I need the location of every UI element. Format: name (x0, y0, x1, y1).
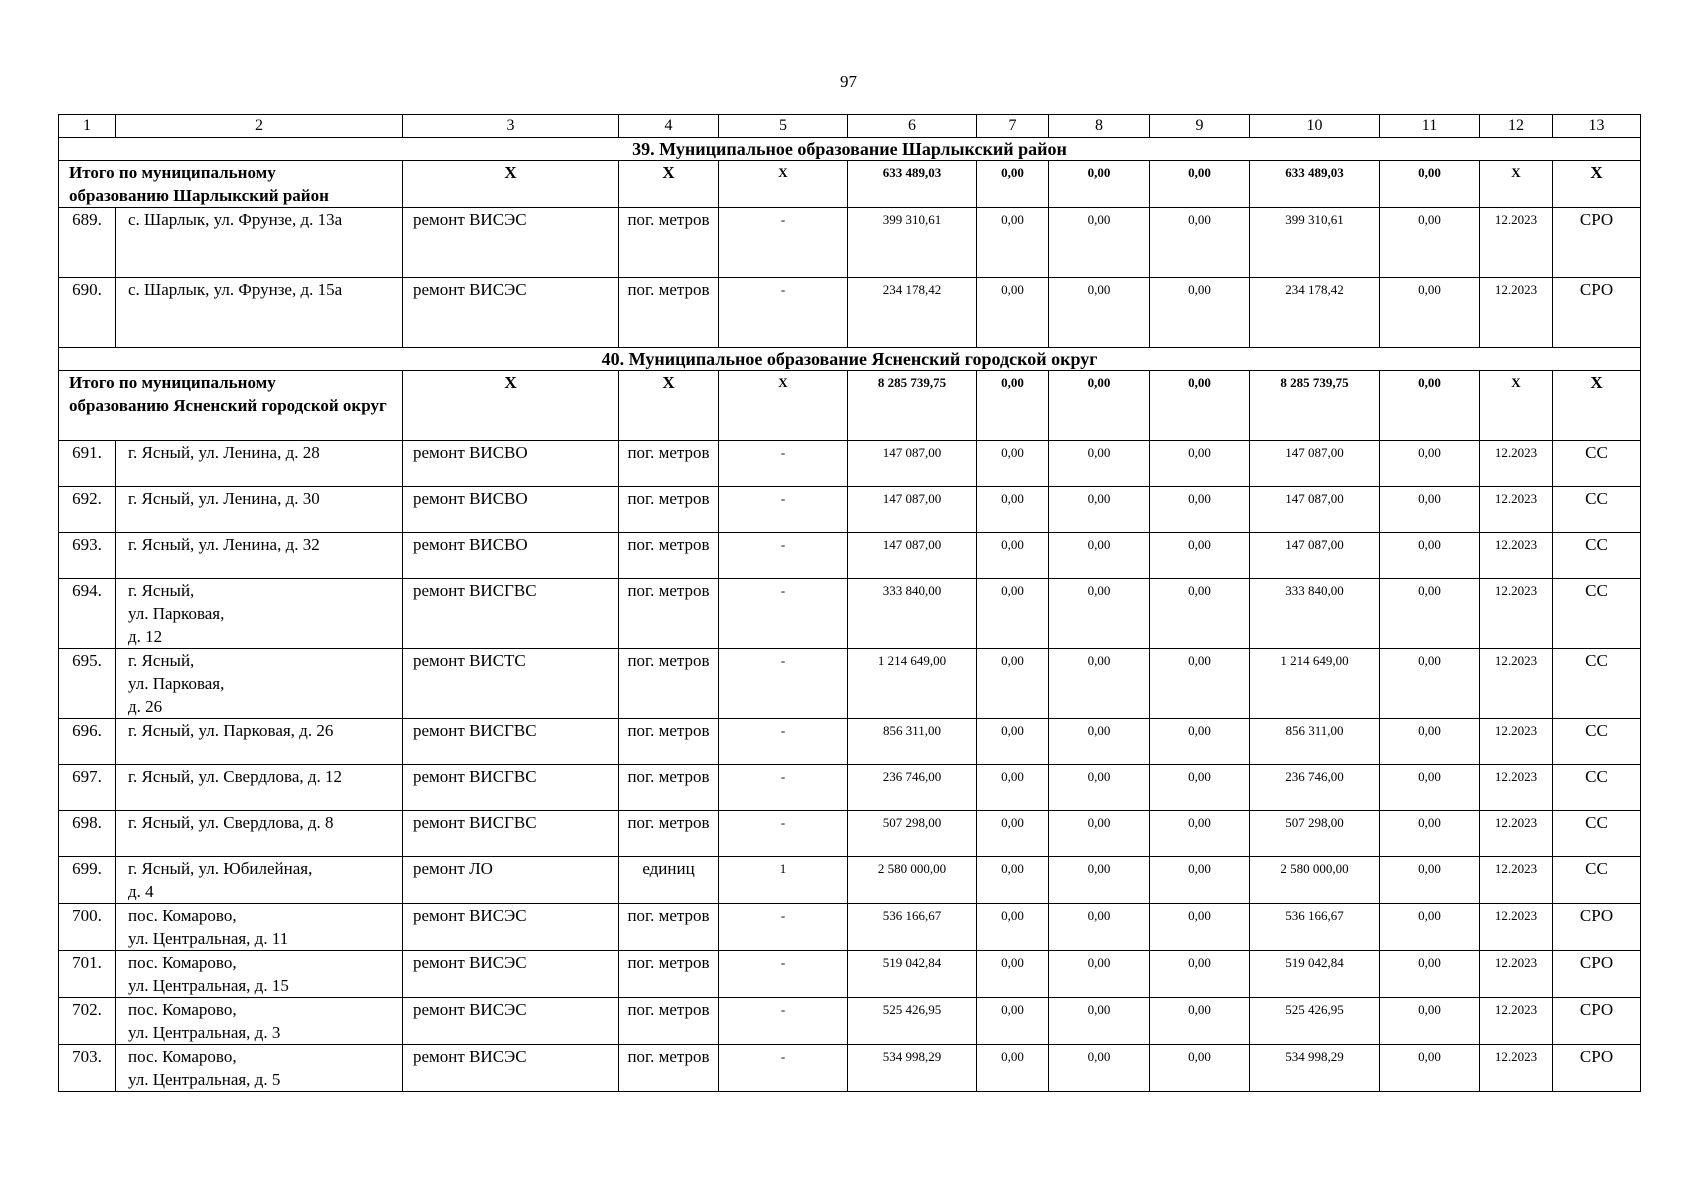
total-col3: X (403, 371, 619, 441)
funding-source: СС (1553, 719, 1641, 765)
cost-col10: 534 998,29 (1250, 1045, 1380, 1092)
table-row (59, 533, 1641, 579)
unit-cell: пог. метров (619, 649, 719, 719)
funding-source: СРО (1553, 208, 1641, 278)
total-col12: X (1480, 161, 1553, 208)
cost-col10: 147 087,00 (1250, 487, 1380, 533)
quantity-cell: - (719, 811, 848, 857)
quantity-cell: - (719, 904, 848, 951)
address-cell: пос. Комарово, ул. Центральная, д. 11 (116, 904, 403, 951)
total-col11: 0,00 (1380, 161, 1480, 208)
table-row (59, 208, 1641, 278)
unit-cell: пог. метров (619, 441, 719, 487)
cost-col7: 0,00 (977, 904, 1049, 951)
total-col8: 0,00 (1049, 161, 1150, 208)
work-type: ремонт ВИСТС (403, 649, 619, 719)
completion-date: 12.2023 (1480, 487, 1553, 533)
completion-date: 12.2023 (1480, 278, 1553, 348)
cost-col11: 0,00 (1380, 441, 1480, 487)
page-number: 97 (840, 72, 857, 91)
quantity-cell: - (719, 533, 848, 579)
work-type: ремонт ВИСГВС (403, 719, 619, 765)
unit-cell: пог. метров (619, 579, 719, 649)
address-cell: г. Ясный, ул. Юбилейная, д. 4 (116, 857, 403, 904)
column-header: 3 (403, 115, 619, 138)
completion-date: 12.2023 (1480, 579, 1553, 649)
cost-col7: 0,00 (977, 579, 1049, 649)
funding-source: СРО (1553, 951, 1641, 998)
table-row (59, 857, 1641, 904)
table-row (59, 487, 1641, 533)
quantity-cell: - (719, 1045, 848, 1092)
funding-source: СРО (1553, 1045, 1641, 1092)
quantity-cell: - (719, 649, 848, 719)
quantity-cell: 1 (719, 857, 848, 904)
cost-total: 147 087,00 (848, 441, 977, 487)
quantity-cell: - (719, 998, 848, 1045)
total-col6: 8 285 739,75 (848, 371, 977, 441)
column-header: 12 (1480, 115, 1553, 138)
works-table (58, 114, 1641, 1092)
cost-col8: 0,00 (1049, 487, 1150, 533)
total-col4: X (619, 161, 719, 208)
unit-cell: пог. метров (619, 951, 719, 998)
work-type: ремонт ВИСЭС (403, 1045, 619, 1092)
address-cell: г. Ясный, ул. Ленина, д. 32 (116, 533, 403, 579)
quantity-cell: - (719, 765, 848, 811)
table-row (59, 811, 1641, 857)
cost-col8: 0,00 (1049, 998, 1150, 1045)
cost-col9: 0,00 (1150, 998, 1250, 1045)
cost-col9: 0,00 (1150, 951, 1250, 998)
total-col13: X (1553, 161, 1641, 208)
funding-source: СС (1553, 649, 1641, 719)
completion-date: 12.2023 (1480, 719, 1553, 765)
total-col9: 0,00 (1150, 161, 1250, 208)
cost-col9: 0,00 (1150, 857, 1250, 904)
work-type: ремонт ЛО (403, 857, 619, 904)
cost-col7: 0,00 (977, 487, 1049, 533)
unit-cell: пог. метров (619, 278, 719, 348)
address-cell: г. Ясный, ул. Ленина, д. 28 (116, 441, 403, 487)
row-number: 700. (59, 904, 116, 951)
table-row (59, 904, 1641, 951)
section-total-row (59, 371, 1641, 441)
funding-source: СС (1553, 811, 1641, 857)
cost-col9: 0,00 (1150, 441, 1250, 487)
cost-col11: 0,00 (1380, 579, 1480, 649)
cost-col9: 0,00 (1150, 1045, 1250, 1092)
cost-total: 399 310,61 (848, 208, 977, 278)
table-row (59, 278, 1641, 348)
table-row (59, 649, 1641, 719)
cost-col8: 0,00 (1049, 719, 1150, 765)
cost-col8: 0,00 (1049, 857, 1150, 904)
cost-total: 525 426,95 (848, 998, 977, 1045)
table-row (59, 441, 1641, 487)
total-col4: X (619, 371, 719, 441)
cost-col9: 0,00 (1150, 278, 1250, 348)
unit-cell: пог. метров (619, 811, 719, 857)
row-number: 699. (59, 857, 116, 904)
cost-col11: 0,00 (1380, 904, 1480, 951)
column-header: 6 (848, 115, 977, 138)
work-type: ремонт ВИСВО (403, 441, 619, 487)
column-header: 9 (1150, 115, 1250, 138)
cost-col7: 0,00 (977, 719, 1049, 765)
completion-date: 12.2023 (1480, 649, 1553, 719)
cost-col10: 236 746,00 (1250, 765, 1380, 811)
address-cell: г. Ясный, ул. Ленина, д. 30 (116, 487, 403, 533)
total-col7: 0,00 (977, 161, 1049, 208)
total-col13: X (1553, 371, 1641, 441)
cost-total: 507 298,00 (848, 811, 977, 857)
section-title: 39. Муниципальное образование Шарлыкский район (59, 138, 1641, 161)
total-col5: X (719, 371, 848, 441)
funding-source: СС (1553, 857, 1641, 904)
completion-date: 12.2023 (1480, 208, 1553, 278)
section-title-row (59, 138, 1641, 161)
funding-source: СС (1553, 533, 1641, 579)
cost-col11: 0,00 (1380, 1045, 1480, 1092)
funding-source: СС (1553, 765, 1641, 811)
cost-total: 856 311,00 (848, 719, 977, 765)
address-cell: пос. Комарово, ул. Центральная, д. 5 (116, 1045, 403, 1092)
cost-col10: 147 087,00 (1250, 533, 1380, 579)
address-cell: г. Ясный, ул. Парковая, д. 26 (116, 719, 403, 765)
cost-col7: 0,00 (977, 765, 1049, 811)
cost-col9: 0,00 (1150, 719, 1250, 765)
work-type: ремонт ВИСГВС (403, 811, 619, 857)
cost-col7: 0,00 (977, 951, 1049, 998)
cost-col11: 0,00 (1380, 857, 1480, 904)
work-type: ремонт ВИСЭС (403, 278, 619, 348)
cost-col11: 0,00 (1380, 951, 1480, 998)
total-col10: 633 489,03 (1250, 161, 1380, 208)
cost-col7: 0,00 (977, 811, 1049, 857)
unit-cell: пог. метров (619, 1045, 719, 1092)
completion-date: 12.2023 (1480, 951, 1553, 998)
cost-col11: 0,00 (1380, 998, 1480, 1045)
address-cell: с. Шарлык, ул. Фрунзе, д. 13а (116, 208, 403, 278)
cost-total: 1 214 649,00 (848, 649, 977, 719)
total-col10: 8 285 739,75 (1250, 371, 1380, 441)
total-col5: X (719, 161, 848, 208)
completion-date: 12.2023 (1480, 1045, 1553, 1092)
quantity-cell: - (719, 579, 848, 649)
cost-col7: 0,00 (977, 998, 1049, 1045)
funding-source: СС (1553, 487, 1641, 533)
cost-total: 147 087,00 (848, 487, 977, 533)
work-type: ремонт ВИСГВС (403, 579, 619, 649)
table-row (59, 951, 1641, 998)
quantity-cell: - (719, 487, 848, 533)
cost-col10: 333 840,00 (1250, 579, 1380, 649)
unit-cell: единиц (619, 857, 719, 904)
cost-col9: 0,00 (1150, 487, 1250, 533)
cost-col7: 0,00 (977, 649, 1049, 719)
completion-date: 12.2023 (1480, 441, 1553, 487)
cost-col11: 0,00 (1380, 811, 1480, 857)
cost-col9: 0,00 (1150, 533, 1250, 579)
funding-source: СС (1553, 441, 1641, 487)
cost-total: 333 840,00 (848, 579, 977, 649)
cost-col7: 0,00 (977, 857, 1049, 904)
total-col8: 0,00 (1049, 371, 1150, 441)
table-row (59, 579, 1641, 649)
cost-col11: 0,00 (1380, 533, 1480, 579)
cost-col10: 519 042,84 (1250, 951, 1380, 998)
work-type: ремонт ВИСЭС (403, 208, 619, 278)
unit-cell: пог. метров (619, 533, 719, 579)
total-col6: 633 489,03 (848, 161, 977, 208)
cost-col10: 1 214 649,00 (1250, 649, 1380, 719)
unit-cell: пог. метров (619, 765, 719, 811)
table-body (59, 115, 1641, 1092)
cost-col10: 525 426,95 (1250, 998, 1380, 1045)
cost-col8: 0,00 (1049, 579, 1150, 649)
cost-col11: 0,00 (1380, 278, 1480, 348)
section-title: 40. Муниципальное образование Ясненский городской округ (59, 348, 1641, 371)
completion-date: 12.2023 (1480, 998, 1553, 1045)
row-number: 692. (59, 487, 116, 533)
cost-col10: 234 178,42 (1250, 278, 1380, 348)
address-cell: пос. Комарово, ул. Центральная, д. 3 (116, 998, 403, 1045)
row-number: 703. (59, 1045, 116, 1092)
total-col11: 0,00 (1380, 371, 1480, 441)
cost-col7: 0,00 (977, 208, 1049, 278)
row-number: 689. (59, 208, 116, 278)
table-row (59, 1045, 1641, 1092)
cost-col8: 0,00 (1049, 441, 1150, 487)
table-row (59, 719, 1641, 765)
cost-col8: 0,00 (1049, 278, 1150, 348)
cost-col9: 0,00 (1150, 904, 1250, 951)
address-cell: пос. Комарово, ул. Центральная, д. 15 (116, 951, 403, 998)
column-header: 1 (59, 115, 116, 138)
total-col9: 0,00 (1150, 371, 1250, 441)
cost-total: 534 998,29 (848, 1045, 977, 1092)
total-col12: X (1480, 371, 1553, 441)
row-number: 698. (59, 811, 116, 857)
completion-date: 12.2023 (1480, 904, 1553, 951)
column-header: 4 (619, 115, 719, 138)
quantity-cell: - (719, 208, 848, 278)
row-number: 693. (59, 533, 116, 579)
funding-source: СРО (1553, 998, 1641, 1045)
cost-col7: 0,00 (977, 533, 1049, 579)
section-title-row (59, 348, 1641, 371)
cost-total: 234 178,42 (848, 278, 977, 348)
table-row (59, 998, 1641, 1045)
unit-cell: пог. метров (619, 904, 719, 951)
cost-total: 2 580 000,00 (848, 857, 977, 904)
column-header: 7 (977, 115, 1049, 138)
cost-total: 236 746,00 (848, 765, 977, 811)
cost-col10: 856 311,00 (1250, 719, 1380, 765)
column-header: 5 (719, 115, 848, 138)
cost-col8: 0,00 (1049, 765, 1150, 811)
unit-cell: пог. метров (619, 487, 719, 533)
quantity-cell: - (719, 951, 848, 998)
column-header: 2 (116, 115, 403, 138)
row-number: 695. (59, 649, 116, 719)
quantity-cell: - (719, 278, 848, 348)
row-number: 694. (59, 579, 116, 649)
row-number: 701. (59, 951, 116, 998)
cost-col11: 0,00 (1380, 208, 1480, 278)
row-number: 691. (59, 441, 116, 487)
cost-col10: 399 310,61 (1250, 208, 1380, 278)
cost-col7: 0,00 (977, 1045, 1049, 1092)
cost-col9: 0,00 (1150, 811, 1250, 857)
cost-col11: 0,00 (1380, 765, 1480, 811)
cost-col8: 0,00 (1049, 533, 1150, 579)
address-cell: г. Ясный, ул. Свердлова, д. 12 (116, 765, 403, 811)
cost-col11: 0,00 (1380, 719, 1480, 765)
cost-total: 519 042,84 (848, 951, 977, 998)
work-type: ремонт ВИСВО (403, 533, 619, 579)
unit-cell: пог. метров (619, 208, 719, 278)
completion-date: 12.2023 (1480, 765, 1553, 811)
cost-col8: 0,00 (1049, 1045, 1150, 1092)
total-label: Итого по муниципальному образованию Ясненский городской округ (59, 371, 403, 441)
quantity-cell: - (719, 719, 848, 765)
cost-col8: 0,00 (1049, 811, 1150, 857)
completion-date: 12.2023 (1480, 533, 1553, 579)
total-label: Итого по муниципальному образованию Шарлыкский район (59, 161, 403, 208)
cost-col11: 0,00 (1380, 649, 1480, 719)
work-type: ремонт ВИСГВС (403, 765, 619, 811)
address-cell: г. Ясный, ул. Свердлова, д. 8 (116, 811, 403, 857)
funding-source: СРО (1553, 904, 1641, 951)
total-col3: X (403, 161, 619, 208)
work-type: ремонт ВИСЭС (403, 951, 619, 998)
address-cell: г. Ясный, ул. Парковая, д. 12 (116, 579, 403, 649)
funding-source: СС (1553, 579, 1641, 649)
section-total-row (59, 161, 1641, 208)
cost-col7: 0,00 (977, 278, 1049, 348)
column-header: 8 (1049, 115, 1150, 138)
funding-source: СРО (1553, 278, 1641, 348)
column-header: 13 (1553, 115, 1641, 138)
cost-col10: 536 166,67 (1250, 904, 1380, 951)
row-number: 690. (59, 278, 116, 348)
work-type: ремонт ВИСВО (403, 487, 619, 533)
cost-col9: 0,00 (1150, 765, 1250, 811)
cost-col10: 507 298,00 (1250, 811, 1380, 857)
cost-col8: 0,00 (1049, 904, 1150, 951)
cost-col9: 0,00 (1150, 649, 1250, 719)
address-cell: г. Ясный, ул. Парковая, д. 26 (116, 649, 403, 719)
cost-col11: 0,00 (1380, 487, 1480, 533)
work-type: ремонт ВИСЭС (403, 998, 619, 1045)
cost-col9: 0,00 (1150, 208, 1250, 278)
cost-total: 147 087,00 (848, 533, 977, 579)
total-col7: 0,00 (977, 371, 1049, 441)
cost-col10: 2 580 000,00 (1250, 857, 1380, 904)
cost-col8: 0,00 (1049, 951, 1150, 998)
column-header: 11 (1380, 115, 1480, 138)
row-number: 697. (59, 765, 116, 811)
unit-cell: пог. метров (619, 998, 719, 1045)
row-number: 696. (59, 719, 116, 765)
column-header: 10 (1250, 115, 1380, 138)
quantity-cell: - (719, 441, 848, 487)
cost-col10: 147 087,00 (1250, 441, 1380, 487)
cost-col7: 0,00 (977, 441, 1049, 487)
address-cell: с. Шарлык, ул. Фрунзе, д. 15а (116, 278, 403, 348)
table-row (59, 765, 1641, 811)
cost-col8: 0,00 (1049, 208, 1150, 278)
column-number-row (59, 115, 1641, 138)
cost-total: 536 166,67 (848, 904, 977, 951)
work-type: ремонт ВИСЭС (403, 904, 619, 951)
completion-date: 12.2023 (1480, 811, 1553, 857)
cost-col9: 0,00 (1150, 579, 1250, 649)
completion-date: 12.2023 (1480, 857, 1553, 904)
row-number: 702. (59, 998, 116, 1045)
unit-cell: пог. метров (619, 719, 719, 765)
cost-col8: 0,00 (1049, 649, 1150, 719)
